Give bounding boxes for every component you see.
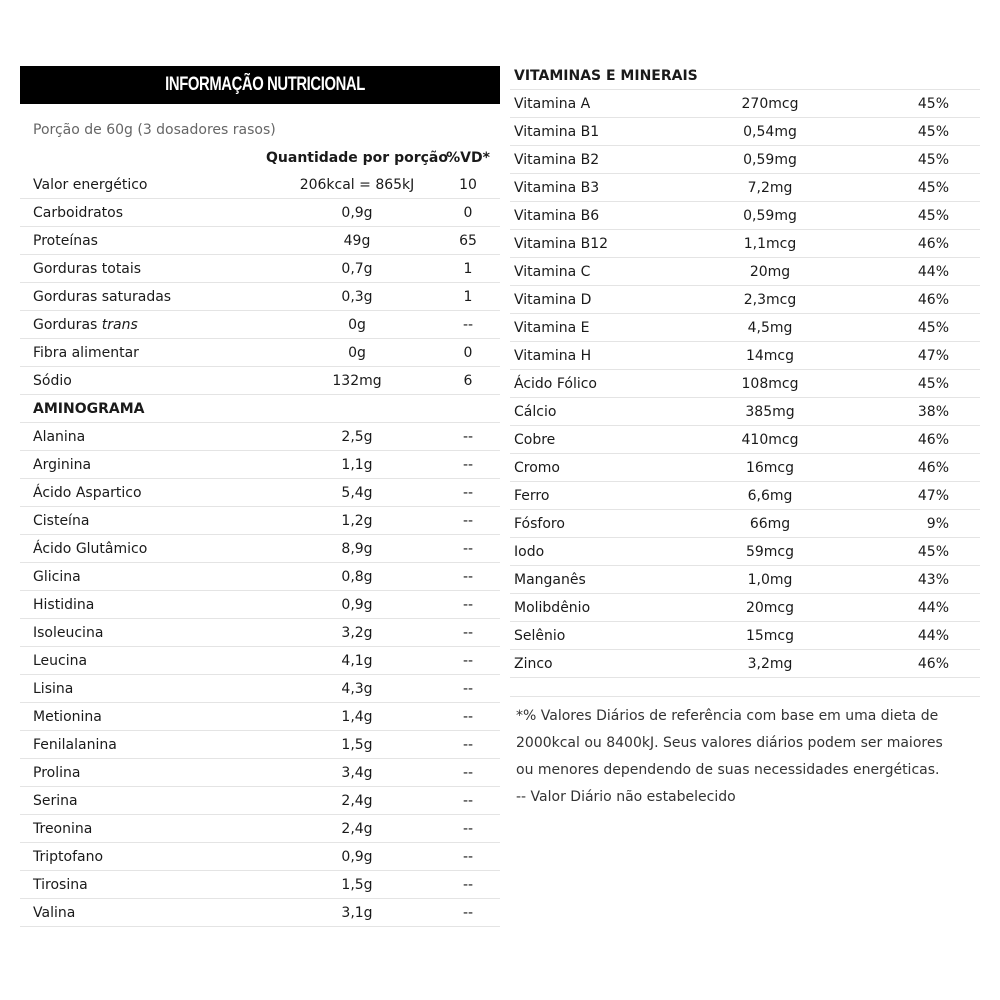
amino-name: Leucina (33, 652, 88, 669)
amino-vd: -- (462, 652, 474, 669)
vitamin-name: Vitamina E (514, 319, 590, 336)
vitamin-quantity: 20mg (749, 263, 791, 280)
amino-vd: -- (462, 820, 474, 837)
amino-name: Alanina (33, 428, 86, 445)
amino-vd: -- (462, 876, 474, 893)
vitamin-vd: 44% (917, 627, 949, 644)
amino-vd: -- (462, 624, 474, 641)
vitamin-row (510, 286, 980, 314)
amino-vd: -- (462, 848, 474, 865)
vitamin-vd: 47% (917, 487, 949, 504)
nutrient-name-italic: trans (101, 316, 138, 333)
vitamin-quantity: 410mcg (741, 431, 799, 448)
footnote-line: -- Valor Diário não estabelecido (516, 789, 736, 805)
amino-quantity: 1,1g (341, 456, 373, 473)
vitamin-name: Ferro (514, 487, 550, 504)
vitamin-row (510, 622, 980, 650)
vitamin-name: Manganês (514, 571, 586, 588)
footnote-line: *% Valores Diários de referência com base em uma dieta de (516, 708, 939, 724)
column-header-vd: %VD* (446, 149, 490, 166)
nutrient-name: Carboidratos (33, 204, 124, 221)
vitamin-vd: 45% (917, 543, 949, 560)
amino-name: Lisina (33, 680, 74, 697)
amino-vd: -- (462, 680, 474, 697)
amino-vd: -- (462, 540, 474, 557)
amino-quantity: 2,5g (341, 428, 373, 445)
amino-quantity: 0,9g (341, 848, 373, 865)
vitamin-row (510, 90, 980, 118)
nutrient-row (20, 283, 500, 311)
vitamin-quantity: 1,0mg (747, 571, 793, 588)
vitamin-quantity: 7,2mg (747, 179, 793, 196)
amino-quantity: 8,9g (341, 540, 373, 557)
amino-name: Tirosina (33, 876, 88, 893)
nutrient-row (20, 311, 500, 339)
amino-quantity: 3,2g (341, 624, 373, 641)
vitamin-row (510, 482, 980, 510)
vitamin-vd: 47% (917, 347, 949, 364)
amino-row (20, 815, 500, 843)
amino-name: Cisteína (33, 512, 90, 529)
vitamin-row (510, 118, 980, 146)
amino-row (20, 759, 500, 787)
aminogram-title: AMINOGRAMA (33, 400, 145, 417)
vitamin-name: Vitamina B1 (514, 123, 600, 140)
amino-row (20, 591, 500, 619)
vitamin-vd: 46% (917, 291, 949, 308)
vitamin-row (510, 398, 980, 426)
amino-vd: -- (462, 736, 474, 753)
nutrient-name: Gorduras totais (33, 260, 142, 277)
amino-row (20, 423, 500, 451)
amino-quantity: 1,5g (341, 876, 373, 893)
amino-quantity: 1,5g (341, 736, 373, 753)
amino-quantity: 4,1g (341, 652, 373, 669)
vitamin-vd: 38% (917, 403, 949, 420)
amino-name: Isoleucina (33, 624, 104, 641)
nutrient-quantity: 0,7g (341, 260, 373, 277)
nutrient-name: Fibra alimentar (33, 344, 139, 361)
vitamin-name: Cálcio (514, 403, 557, 420)
amino-quantity: 5,4g (341, 484, 373, 501)
footnote-line: ou menores dependendo de suas necessidades energéticas. (516, 762, 940, 778)
vitamin-quantity: 1,1mcg (743, 235, 797, 252)
nutrient-row (20, 339, 500, 367)
vitamin-name: Fósforo (514, 515, 565, 532)
nutrient-quantity: 0g (348, 316, 366, 333)
vitamin-row (510, 454, 980, 482)
amino-quantity: 2,4g (341, 820, 373, 837)
table-title-bar (20, 66, 500, 104)
nutrient-vd: -- (462, 316, 474, 333)
amino-vd: -- (462, 792, 474, 809)
nutrient-row (20, 227, 500, 255)
vitamin-quantity: 4,5mg (747, 319, 793, 336)
vitamin-name: Zinco (514, 655, 553, 672)
amino-name: Fenilalanina (33, 736, 117, 753)
amino-row (20, 479, 500, 507)
amino-name: Serina (33, 792, 78, 809)
vitamin-row (510, 426, 980, 454)
nutrient-row (20, 171, 500, 199)
vitamin-quantity: 66mg (749, 515, 791, 532)
vitamin-quantity: 20mcg (745, 599, 795, 616)
vitamin-vd: 45% (917, 123, 949, 140)
nutrient-quantity: 132mg (332, 372, 382, 389)
vitamins-table (510, 66, 980, 811)
nutrient-list (20, 171, 500, 395)
nutrient-quantity: 0g (348, 344, 366, 361)
amino-vd: -- (462, 904, 474, 921)
vitamin-name: Vitamina B12 (514, 235, 609, 252)
portion-size: Porção de 60g (3 dosadores rasos) (33, 122, 276, 138)
nutrient-name: Gorduras saturadas (33, 288, 172, 305)
nutrient-quantity: 206kcal = 865kJ (299, 176, 415, 193)
vitamin-name: Molibdênio (514, 599, 591, 616)
vitamin-vd: 45% (917, 319, 949, 336)
footnote (510, 696, 980, 811)
footnote-line: 2000kcal ou 8400kJ. Seus valores diários podem ser maiores (516, 735, 943, 751)
vitamin-name: Vitamina B3 (514, 179, 600, 196)
amino-name: Metionina (33, 708, 102, 725)
vitamin-name: Vitamina B6 (514, 207, 600, 224)
vitamin-row (510, 230, 980, 258)
vitamin-row (510, 174, 980, 202)
vitamin-vd: 45% (917, 375, 949, 392)
vitamin-row (510, 510, 980, 538)
nutrient-name: Valor energético (33, 176, 148, 193)
table-title: INFORMAÇÃO NUTRICIONAL (165, 74, 365, 95)
amino-name: Valina (33, 904, 76, 921)
vitamin-quantity: 2,3mcg (743, 291, 797, 308)
amino-name: Arginina (33, 456, 92, 473)
amino-name: Prolina (33, 764, 81, 781)
vitamin-quantity: 385mg (745, 403, 795, 420)
vitamin-row (510, 314, 980, 342)
amino-quantity: 4,3g (341, 680, 373, 697)
amino-row (20, 731, 500, 759)
vitamin-vd: 44% (917, 263, 949, 280)
vitamin-quantity: 0,59mg (743, 207, 797, 224)
aminogram-header-row (20, 395, 500, 423)
vitamin-name: Vitamina A (514, 95, 591, 112)
vitamin-quantity: 0,59mg (743, 151, 797, 168)
vitamin-quantity: 6,6mg (747, 487, 793, 504)
nutrient-vd: 0 (463, 204, 473, 221)
nutrient-vd: 1 (463, 288, 473, 305)
amino-name: Histidina (33, 596, 95, 613)
amino-vd: -- (462, 428, 474, 445)
vitamin-quantity: 0,54mg (743, 123, 797, 140)
amino-row (20, 843, 500, 871)
column-header-quantity: Quantidade por porção (266, 149, 448, 166)
nutrient-row (20, 255, 500, 283)
vitamin-name: Vitamina C (514, 263, 591, 280)
vitamin-quantity: 14mcg (745, 347, 795, 364)
vitamin-vd: 46% (917, 235, 949, 252)
vitamin-row (510, 202, 980, 230)
amino-quantity: 3,4g (341, 764, 373, 781)
vitamin-row (510, 538, 980, 566)
nutrient-row (20, 367, 500, 395)
vitamin-vd: 45% (917, 151, 949, 168)
nutrient-vd: 6 (463, 372, 473, 389)
amino-row (20, 619, 500, 647)
column-header-row (20, 144, 500, 171)
vitamin-vd: 44% (917, 599, 949, 616)
amino-vd: -- (462, 764, 474, 781)
vitamin-name: Vitamina D (514, 291, 592, 308)
vitamin-quantity: 16mcg (745, 459, 795, 476)
vitamin-vd: 45% (917, 179, 949, 196)
vitamin-vd: 46% (917, 655, 949, 672)
amino-quantity: 0,9g (341, 596, 373, 613)
vitamin-quantity: 108mcg (741, 375, 799, 392)
vitamin-quantity: 15mcg (745, 627, 795, 644)
amino-row (20, 563, 500, 591)
amino-name: Ácido Glutâmico (33, 540, 148, 557)
vitamin-name: Cobre (514, 431, 556, 448)
nutrient-quantity: 0,9g (341, 204, 373, 221)
vitamin-name: Ácido Fólico (514, 375, 597, 392)
amino-quantity: 2,4g (341, 792, 373, 809)
nutrient-name: Proteínas (33, 232, 98, 249)
amino-vd: -- (462, 484, 474, 501)
nutrient-vd: 10 (459, 176, 477, 193)
vitamin-row (510, 146, 980, 174)
nutrient-vd: 65 (459, 232, 477, 249)
amino-quantity: 0,8g (341, 568, 373, 585)
amino-quantity: 1,4g (341, 708, 373, 725)
nutrient-row (20, 199, 500, 227)
amino-name: Treonina (33, 820, 93, 837)
vitamin-row (510, 650, 980, 678)
nutrient-name: Sódio (33, 372, 72, 389)
vitamin-row (510, 342, 980, 370)
vitamin-list (510, 90, 980, 678)
nutrient-vd: 0 (463, 344, 473, 361)
amino-row (20, 507, 500, 535)
nutrient-name: Gorduras trans (33, 316, 138, 333)
amino-vd: -- (462, 512, 474, 529)
amino-row (20, 899, 500, 927)
aminogram-list (20, 423, 500, 927)
vitamin-row (510, 370, 980, 398)
vitamin-vd: 46% (917, 459, 949, 476)
amino-vd: -- (462, 708, 474, 725)
vitamin-vd: 9% (926, 515, 949, 532)
vitamin-vd: 45% (917, 207, 949, 224)
vitamin-row (510, 566, 980, 594)
nutrient-vd: 1 (463, 260, 473, 277)
nutrient-quantity: 0,3g (341, 288, 373, 305)
vitamin-vd: 43% (917, 571, 949, 588)
vitamin-quantity: 3,2mg (747, 655, 793, 672)
nutrient-quantity: 49g (343, 232, 371, 249)
vitamin-name: Vitamina B2 (514, 151, 600, 168)
amino-vd: -- (462, 568, 474, 585)
vitamin-row (510, 258, 980, 286)
amino-row (20, 451, 500, 479)
amino-quantity: 1,2g (341, 512, 373, 529)
nutrition-table (20, 66, 500, 927)
amino-row (20, 871, 500, 899)
vitamin-name: Selênio (514, 627, 566, 644)
vitamin-name: Vitamina H (514, 347, 592, 364)
amino-row (20, 703, 500, 731)
amino-vd: -- (462, 456, 474, 473)
amino-quantity: 3,1g (341, 904, 373, 921)
vitamin-quantity: 59mcg (745, 543, 795, 560)
amino-row (20, 787, 500, 815)
amino-vd: -- (462, 596, 474, 613)
amino-row (20, 675, 500, 703)
vitamin-row (510, 594, 980, 622)
vitamin-quantity: 270mcg (741, 95, 799, 112)
amino-row (20, 535, 500, 563)
amino-name: Triptofano (33, 848, 104, 865)
vitamins-title: VITAMINAS E MINERAIS (510, 66, 980, 90)
vitamin-name: Iodo (514, 543, 545, 560)
amino-row (20, 647, 500, 675)
vitamin-vd: 45% (917, 95, 949, 112)
vitamin-vd: 46% (917, 431, 949, 448)
vitamin-name: Cromo (514, 459, 560, 476)
amino-name: Ácido Aspartico (33, 484, 142, 501)
amino-name: Glicina (33, 568, 81, 585)
